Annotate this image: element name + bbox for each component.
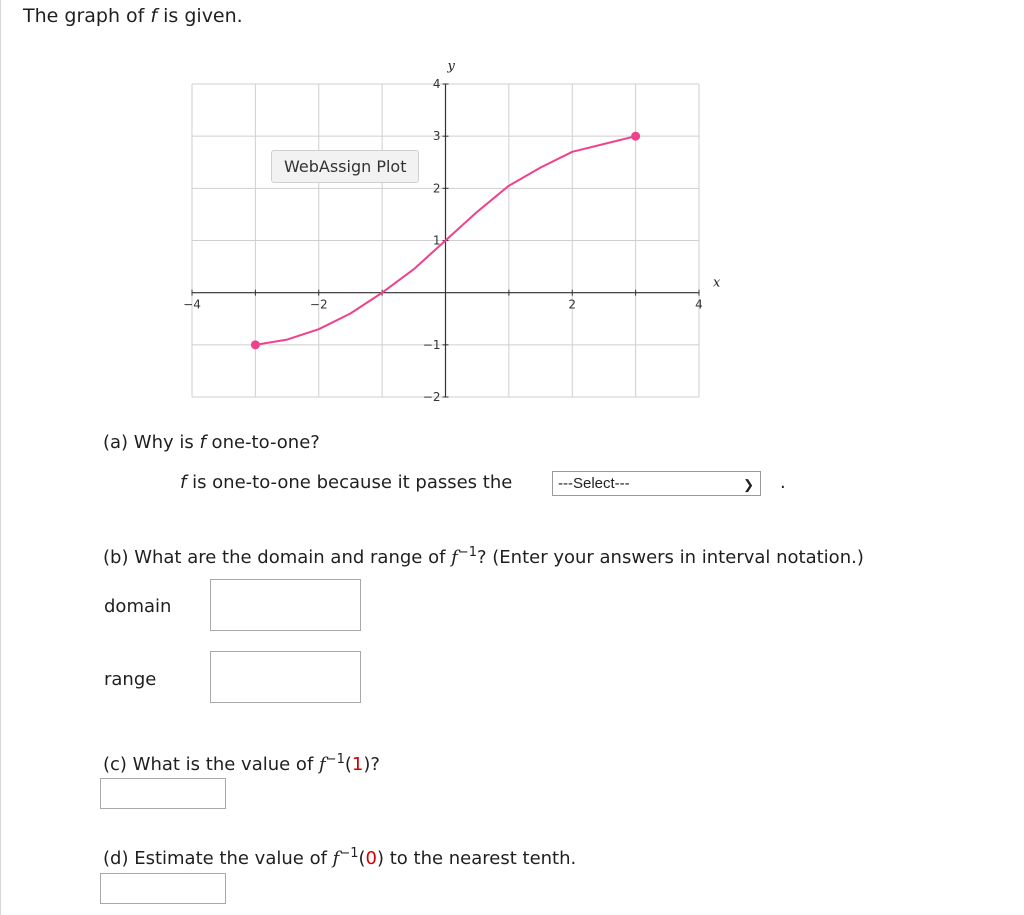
left-border: [0, 0, 1, 915]
function-graph: [172, 53, 732, 413]
range-input[interactable]: [210, 651, 361, 703]
chevron-down-icon: ❯: [743, 477, 754, 492]
question-c: (c) What is the value of $f^{-1}(1)$?: [103, 752, 380, 775]
answer-c-input[interactable]: [100, 778, 226, 809]
question-b: (b) What are the domain and range of $f^{-1}$? (Enter your answers in interval notation.): [103, 545, 864, 568]
x-tick-label: −4: [183, 297, 201, 312]
answer-a-period: .: [780, 472, 786, 493]
range-label: range: [104, 669, 157, 690]
answer-a-sentence: f is one-to-one because it passes the: [180, 472, 513, 493]
domain-label: domain: [104, 596, 172, 617]
x-tick-label: 4: [695, 297, 703, 312]
y-tick-label: −1: [422, 337, 441, 352]
x-tick-label: −2: [309, 297, 328, 312]
question-a: (a) Why is f one-to-one?: [103, 432, 320, 453]
intro-text: The graph of f is given.: [23, 5, 243, 27]
y-tick-label: 2: [432, 181, 441, 196]
endpoint-dot: [251, 340, 260, 349]
y-tick-label: 3: [432, 129, 441, 144]
test-select-dropdown[interactable]: [552, 471, 761, 496]
select-value: ---Select---: [558, 475, 630, 492]
endpoint-dot: [631, 132, 640, 141]
x-axis-label: x: [713, 275, 721, 291]
plot-tooltip: WebAssign Plot: [271, 150, 419, 183]
plot-tick-labels: [183, 59, 721, 404]
y-axis-label: y: [447, 59, 455, 74]
y-tick-label: 1: [432, 233, 441, 248]
y-tick-label: −2: [422, 390, 441, 404]
answer-d-input[interactable]: [100, 873, 226, 904]
domain-input[interactable]: [210, 579, 361, 631]
x-tick-label: 2: [568, 297, 577, 312]
y-tick-label: 4: [432, 77, 441, 91]
question-d: (d) Estimate the value of $f^{-1}(0)$ to the nearest tenth.: [103, 846, 577, 869]
